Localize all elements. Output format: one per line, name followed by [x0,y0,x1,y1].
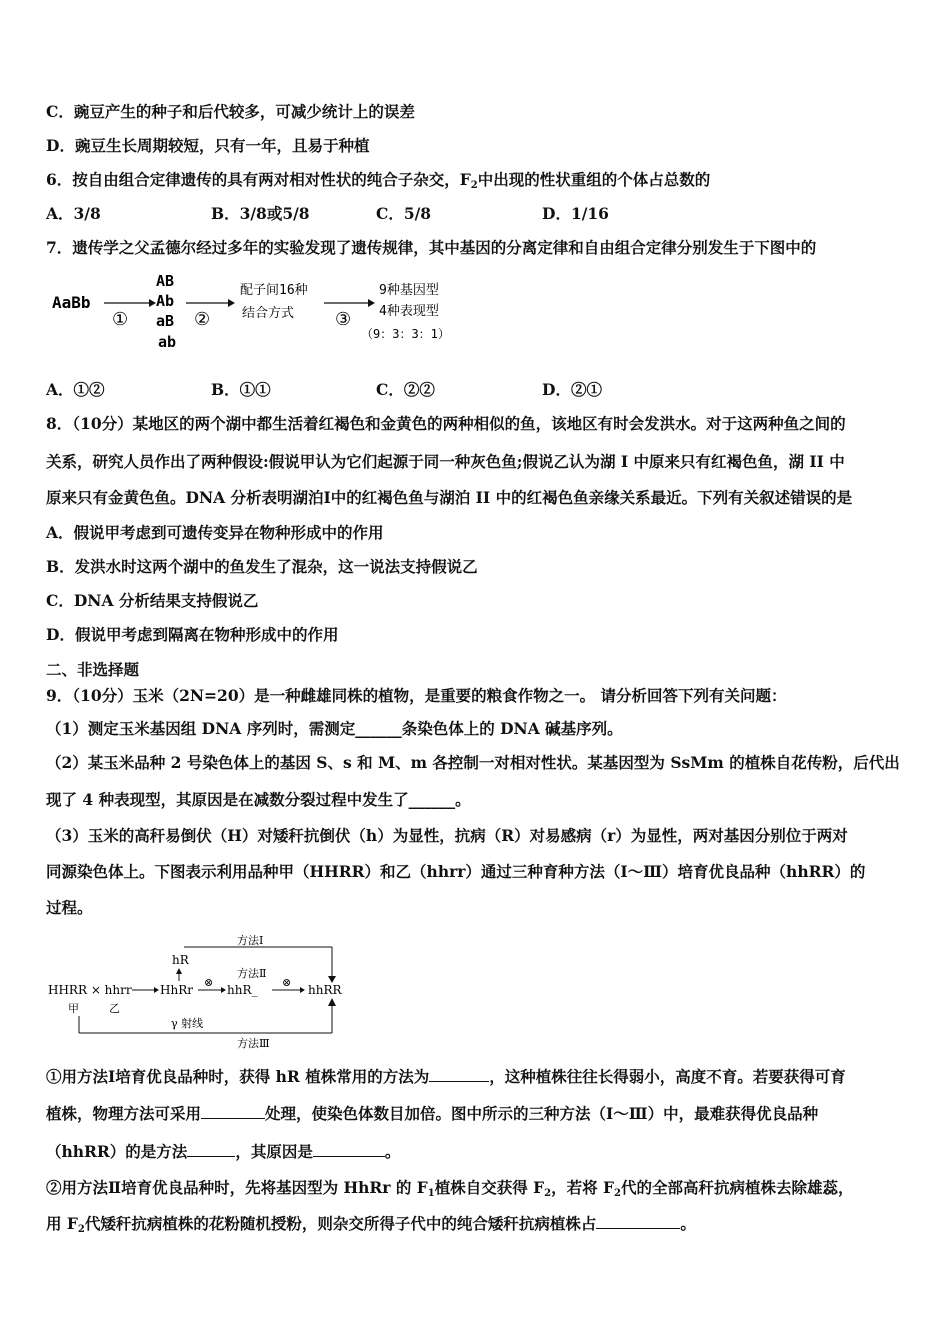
answer-blank[interactable] [201,1104,265,1119]
q9-sub1-text-c: 植株，物理方法可采用 [46,1104,202,1123]
q7-ratio: （9：3：3：1） [361,327,450,341]
q7-gamete-3: aB [156,312,175,330]
hr-arrowhead [176,968,182,974]
q7-result-line1: 9种基因型 [379,283,439,298]
q5-option-d: D．豌豆生长周期较短，只有一年，且易于种植 [46,136,370,155]
q9-sub2-text-g: 。 [680,1214,696,1233]
parents-cross: HHRR × hhrr [48,983,132,997]
q6-option-a: A．3/8 [46,204,101,223]
answer-blank[interactable] [187,1142,235,1157]
q9-sub1-text-d: 处理，使染色体数目加倍。图中所示的三种方法（Ⅰ～Ⅲ）中，最难获得优良品种 [265,1104,819,1123]
q8-option-b: B．发洪水时这两个湖中的鱼发生了混杂，这一说法支持假说乙 [46,557,478,576]
q9-part2-line1: （2）某玉米品种 2 号染色体上的基因 S、s 和 M、m 各控制一对相对性状。某基因型为 SsMm 的植株自花传粉，后代出 [46,753,900,772]
hr-label: hR [172,953,189,967]
q9-part3-line3: 过程。 [46,898,93,917]
q9-sub1-line2 [46,1104,818,1124]
q8-option-a: A．假说甲考虑到可遗传变异在物种形成中的作用 [46,523,384,542]
q9-sub1-text-f: ，其原因是 [235,1142,313,1161]
q9-sub2-line2 [46,1214,696,1234]
q5-option-c: C．豌豆产生的种子和后代较多，可减少统计上的误差 [46,102,415,121]
answer-blank[interactable] [596,1214,680,1229]
q7-step-3: ③ [335,309,352,330]
q9-sub2-text-b: 植株自交获得 F [434,1178,545,1197]
q6-option-c: C．5/8 [376,204,432,223]
q7-step-2: ② [194,309,211,330]
q9-sub1-line1 [46,1067,846,1087]
q9-part3-line2: 同源染色体上。下图表示利用品种甲（HHRR）和乙（hhrr）通过三种育种方法（Ⅰ～Ⅲ）培育优良品种（hhRR）的 [46,862,866,881]
section-heading: 二、非选择题 [46,660,140,679]
f2-subscript: 2 [544,1188,552,1199]
q9-sub2-text-a: ②用方法Ⅱ培育优良品种时，先将基因型为 HhRr 的 F [46,1178,428,1197]
f2-subscript: 2 [77,1224,85,1235]
q7-option-a: A．①② [46,380,105,399]
q7-arrowhead-3 [368,299,375,307]
q7-gamete-2: Ab [156,292,175,310]
q8-option-c: C．DNA 分析结果支持假说乙 [46,591,259,610]
method1-arrowhead [328,976,336,983]
self-cross-2: ⊗ [282,976,292,989]
jia-label: 甲 [68,1002,79,1015]
q9-sub1-text-a: ①用方法Ⅰ培育优良品种时，获得 hR 植株常用的方法为 [46,1067,430,1086]
q8-line3: 原来只有金黄色鱼。DNA 分析表明湖泊Ⅰ中的红褐色鱼与湖泊 II 中的红褐色鱼亲缘关系最近。下列有关叙述错误的是 [46,488,853,507]
f2-subscript: 2 [613,1188,621,1199]
method2-label: 方法Ⅱ [237,967,267,980]
q7-result-line2: 4种表现型 [379,304,439,319]
self-arrowhead-1 [221,987,226,993]
q7-arrowhead-2 [228,299,235,307]
f1-arrowhead [154,987,159,993]
hhr-label: hhR_ [227,983,258,997]
q7-step-1: ① [112,309,129,330]
q9-sub1-line3 [46,1142,400,1162]
self-cross-1: ⊗ [204,976,214,989]
q9-part1: （1）测定玉米基因组 DNA 序列时，需测定______条染色体上的 DNA 碱基序列。 [46,719,623,738]
q9-part3-line1: （3）玉米的高秆易倒伏（H）对矮秆抗倒伏（h）为显性，抗病（R）对易感病（r）为显性，两对基因分别位于两对 [46,826,848,845]
q9-sub2-line1 [46,1178,853,1198]
q8-line1: 8．（10分）某地区的两个湖中都生活着红褐色和金黄色的两种相似的鱼，该地区有时会发洪水。对于这两种鱼之间的 [46,414,846,433]
q8-option-d: D．假说甲考虑到隔离在物种形成中的作用 [46,625,339,644]
q6-stem-sub: 2 [470,180,478,191]
q8-line2: 关系，研究人员作出了两种假设:假说甲认为它们起源于同一种灰色鱼;假说乙认为湖 I 中原来只有红褐色鱼，湖 II 中 [46,452,845,471]
q9-breeding-diagram [46,930,366,1050]
yi-label: 乙 [109,1002,120,1015]
answer-blank[interactable] [429,1067,489,1082]
q7-arrowhead-1 [149,299,156,307]
q7-diagram [46,268,486,358]
q9-sub2-text-e: 用 F [46,1214,78,1233]
q7-option-d: D．②① [542,380,602,399]
q6-stem-b: 中出现的性状重组的个体占总数的 [477,170,711,189]
q9-sub1-text-e: （hhRR）的是方法 [46,1142,188,1161]
q6-stem [46,170,710,190]
q7-gamete-1: AB [156,272,175,290]
q9-part2-line2: 现了 4 种表现型，其原因是在减数分裂过程中发生了______。 [46,790,471,809]
q9-sub1-text-b: ，这种植株往往长得弱小，高度不育。若要获得可育 [489,1067,846,1086]
q9-stem: 9．（10分）玉米（2N=20）是一种雌雄同株的植物，是重要的粮食作物之一。 请分析回答下列有关问题： [46,686,787,705]
q9-sub2-text-c: ，若将 F [551,1178,614,1197]
method3-arrowhead [328,998,336,1006]
method3-label: 方法Ⅲ [237,1037,270,1050]
q9-sub2-text-f: 代矮秆抗病植株的花粉随机授粉，则杂交所得子代中的纯合矮秆抗病植株占 [84,1214,597,1233]
f1-label: HhRr [160,983,193,997]
q7-option-b: B．①① [211,380,271,399]
q7-combo-line2: 结合方式 [242,306,295,321]
target-label: hhRR [308,983,342,997]
self-arrowhead-2 [300,987,305,993]
q7-gamete-4: ab [158,333,177,351]
gamma-ray-label: γ 射线 [171,1017,204,1030]
q6-option-b: B．3/8或5/8 [211,204,310,223]
q9-sub1-text-g: 。 [384,1142,401,1161]
f1-subscript: 1 [427,1188,435,1199]
q7-stem: 7．遗传学之父孟德尔经过多年的实验发现了遗传规律，其中基因的分离定律和自由组合定律分别发生于下图中的 [46,238,817,257]
answer-blank[interactable] [313,1142,385,1157]
q6-stem-a: 6．按自由组合定律遗传的具有两对相对性状的纯合子杂交，F [46,170,471,189]
q7-parent: AaBb [52,293,91,312]
q9-sub2-text-d: 代的全部高秆抗病植株去除雄蕊， [620,1178,854,1197]
method1-label: 方法Ⅰ [237,934,264,947]
q6-option-d: D．1/16 [542,204,609,223]
q7-combo-line1: 配子间16种 [240,283,308,298]
q7-option-c: C．②② [376,380,435,399]
